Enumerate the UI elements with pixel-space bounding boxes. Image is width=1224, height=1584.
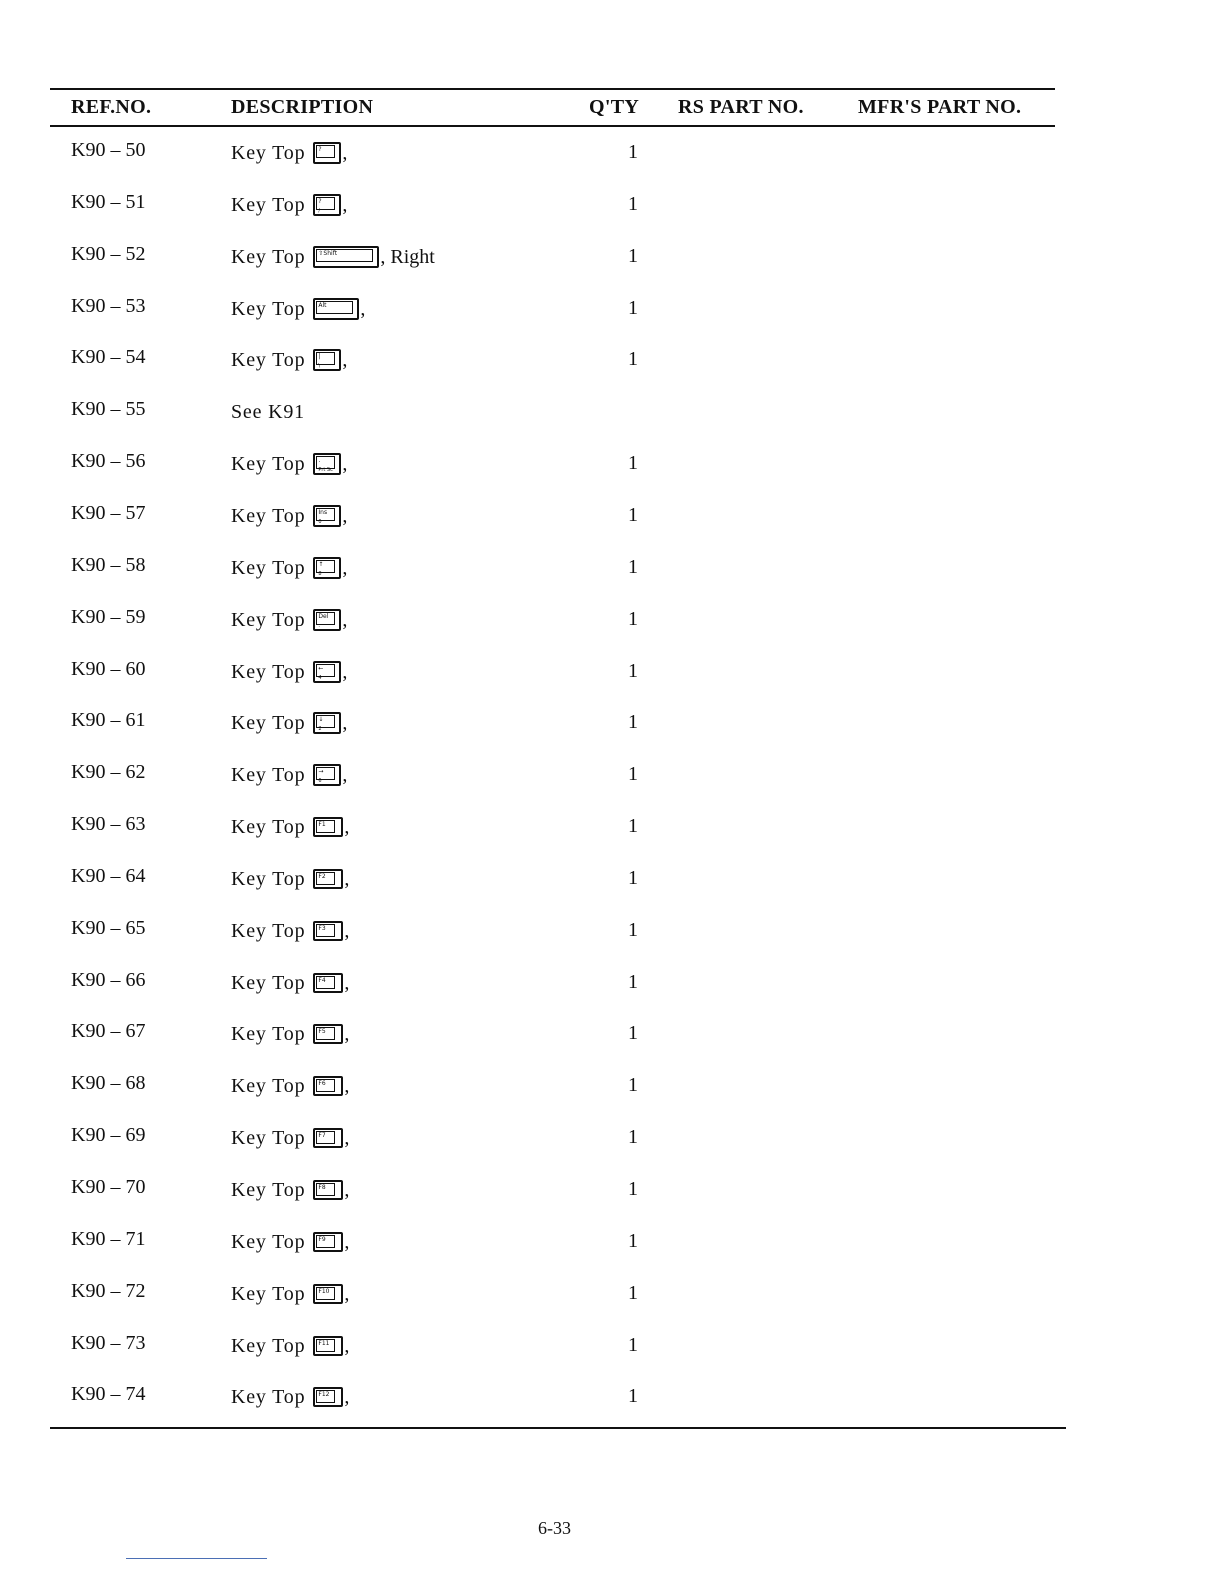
description-text: Key Top <box>231 452 306 475</box>
ref-no-cell: K90 – 67 <box>71 1020 146 1042</box>
description-text: Key Top <box>231 919 306 942</box>
qty-cell: 1 <box>628 608 638 630</box>
description-text: Key Top <box>231 815 306 838</box>
description-text: Key Top <box>231 193 306 216</box>
keycap-legend: ↑ <box>318 561 324 568</box>
table-row <box>0 554 1224 586</box>
description-suffix: , <box>342 452 348 475</box>
keycap-icon <box>313 1024 343 1044</box>
description-suffix: , <box>344 971 350 994</box>
keycap-legend: F11 <box>318 1340 330 1347</box>
table-row <box>0 813 1224 845</box>
ref-no-cell: K90 – 53 <box>71 295 146 317</box>
description-text: Key Top <box>231 1334 306 1357</box>
keycap-sublegend: 4 <box>318 675 322 681</box>
keycap-icon <box>313 246 379 268</box>
description-cell <box>231 1228 349 1256</box>
keycap-icon <box>313 142 341 164</box>
qty-cell: 1 <box>628 1385 638 1407</box>
description-text: Key Top <box>231 608 306 631</box>
description-cell <box>231 1020 349 1048</box>
description-cell <box>231 917 349 945</box>
page-number: 6-33 <box>538 1518 571 1538</box>
description-suffix: , <box>344 919 350 942</box>
description-suffix: , <box>344 1178 350 1201</box>
keycap-icon <box>313 453 341 475</box>
table-row <box>0 709 1224 741</box>
qty-cell: 1 <box>628 141 638 163</box>
table-row <box>0 865 1224 897</box>
table-row <box>0 658 1224 690</box>
keycap-icon <box>313 1180 343 1200</box>
table-row <box>0 1072 1224 1104</box>
description-cell <box>231 139 347 167</box>
description-cell <box>231 1072 349 1100</box>
table-row <box>0 139 1224 171</box>
qty-cell: 1 <box>628 556 638 578</box>
qty-cell: 1 <box>628 660 638 682</box>
ref-no-cell: K90 – 69 <box>71 1124 146 1146</box>
description-suffix: , <box>344 1022 350 1045</box>
keycap-legend: ← <box>318 665 324 672</box>
description-suffix: , <box>344 1074 350 1097</box>
ref-no-cell: K90 – 56 <box>71 450 146 472</box>
ref-no-cell: K90 – 58 <box>71 554 146 576</box>
ref-no-cell: K90 – 71 <box>71 1228 146 1250</box>
description-suffix: , <box>342 504 348 527</box>
qty-cell: 1 <box>628 1074 638 1096</box>
keycap-legend: F8 <box>318 1184 326 1191</box>
ref-no-cell: K90 – 68 <box>71 1072 146 1094</box>
keycap-icon <box>313 1128 343 1148</box>
keycap-icon <box>313 1387 343 1407</box>
description-text: Key Top <box>231 1022 306 1045</box>
qty-cell: 1 <box>628 1022 638 1044</box>
qty-cell: 1 <box>628 1126 638 1148</box>
table-row <box>0 450 1224 482</box>
description-suffix: , <box>342 141 348 164</box>
table-row <box>0 969 1224 1001</box>
table-row <box>0 917 1224 949</box>
description-cell <box>231 191 347 219</box>
description-text: Key Top <box>231 1230 306 1253</box>
keycap-icon <box>313 661 341 683</box>
keycap-icon <box>313 194 341 216</box>
table-row <box>0 1332 1224 1364</box>
description-cell <box>231 1124 349 1152</box>
description-cell <box>231 1332 349 1360</box>
ref-no-cell: K90 – 66 <box>71 969 146 991</box>
table-row <box>0 1176 1224 1208</box>
table-row <box>0 1383 1224 1415</box>
description-cell <box>231 865 349 893</box>
description-text: Key Top <box>231 1385 306 1408</box>
qty-cell: 1 <box>628 919 638 941</box>
description-text: Key Top <box>231 297 306 320</box>
ref-no-cell: K90 – 73 <box>71 1332 146 1354</box>
keycap-legend: F1 <box>318 821 326 828</box>
qty-cell: 1 <box>628 245 638 267</box>
description-cell <box>231 554 347 582</box>
keycap-legend: F10 <box>318 1288 330 1295</box>
keycap-icon <box>313 1232 343 1252</box>
description-suffix: , Right <box>380 245 435 268</box>
description-cell <box>231 1176 349 1204</box>
keycap-icon <box>313 712 341 734</box>
qty-cell: 1 <box>628 1282 638 1304</box>
qty-cell: 1 <box>628 1334 638 1356</box>
keycap-icon <box>313 349 341 371</box>
keycap-icon <box>313 505 341 527</box>
description-suffix: , <box>344 1282 350 1305</box>
description-cell <box>231 1280 349 1308</box>
table-row <box>0 1020 1224 1052</box>
keycap-sublegend: / <box>318 208 321 214</box>
qty-cell: 1 <box>628 348 638 370</box>
ref-no-cell: K90 – 64 <box>71 865 146 887</box>
qty-cell: 1 <box>628 504 638 526</box>
table-row <box>0 1280 1224 1312</box>
keycap-legend: Ins <box>318 509 328 516</box>
keycap-icon <box>313 869 343 889</box>
keycap-legend: F7 <box>318 1132 326 1139</box>
keycap-sublegend: 0 <box>318 519 322 525</box>
keycap-icon <box>313 1076 343 1096</box>
table-row <box>0 398 1224 430</box>
table-row <box>0 191 1224 223</box>
qty-cell: 1 <box>628 1230 638 1252</box>
qty-cell: 1 <box>628 452 638 474</box>
description-cell <box>231 346 347 374</box>
ref-no-cell: K90 – 52 <box>71 243 146 265</box>
description-suffix: , <box>360 297 366 320</box>
keycap-sublegend: 6 <box>318 778 322 784</box>
keycap-sublegend: . <box>318 623 320 629</box>
keycap-icon <box>313 609 341 631</box>
keycap-icon <box>313 764 341 786</box>
ref-no-cell: K90 – 62 <box>71 761 146 783</box>
keycap-legend: F6 <box>318 1080 326 1087</box>
keycap-legend: F2 <box>318 873 326 880</box>
keycap-legend: Alt <box>318 302 327 309</box>
table-row <box>0 606 1224 638</box>
description-suffix: , <box>342 608 348 631</box>
ref-no-cell: K90 – 70 <box>71 1176 146 1198</box>
keycap-icon <box>313 557 341 579</box>
ref-no-cell: K90 – 55 <box>71 398 146 420</box>
bottom-rule <box>50 1427 1066 1429</box>
keycap-legend: F5 <box>318 1028 326 1035</box>
keycap-legend: F12 <box>318 1391 330 1398</box>
keycap-legend: | <box>318 353 321 360</box>
ref-no-cell: K90 – 54 <box>71 346 146 368</box>
description-text: See K91 <box>231 400 305 423</box>
qty-cell: 1 <box>628 971 638 993</box>
keycap-legend: F3 <box>318 925 326 932</box>
description-text: Key Top <box>231 711 306 734</box>
description-cell <box>231 295 365 323</box>
qty-cell: 1 <box>628 763 638 785</box>
keycap-icon <box>313 817 343 837</box>
ref-no-cell: K90 – 72 <box>71 1280 146 1302</box>
ref-no-cell: K90 – 57 <box>71 502 146 524</box>
header-rs-part-no: RS PART NO. <box>678 96 804 118</box>
description-suffix: , <box>342 711 348 734</box>
description-cell <box>231 761 347 789</box>
description-text: Key Top <box>231 971 306 994</box>
table-row <box>0 502 1224 534</box>
qty-cell: 1 <box>628 815 638 837</box>
description-cell <box>231 813 349 841</box>
description-text: Key Top <box>231 504 306 527</box>
keycap-icon <box>313 1336 343 1356</box>
header-description: DESCRIPTION <box>231 96 374 118</box>
description-text: Key Top <box>231 1282 306 1305</box>
description-text: Key Top <box>231 867 306 890</box>
keycap-legend: ↓ <box>318 716 324 723</box>
footer-link-rule <box>126 1558 267 1559</box>
ref-no-cell: K90 – 65 <box>71 917 146 939</box>
description-suffix: , <box>342 763 348 786</box>
description-suffix: , <box>342 193 348 216</box>
qty-cell: 1 <box>628 711 638 733</box>
description-text: Key Top <box>231 348 306 371</box>
description-cell <box>231 969 349 997</box>
keycap-legend: ? <box>318 198 322 205</box>
keycap-legend: ⇧Shift <box>318 250 338 257</box>
description-suffix: , <box>342 348 348 371</box>
description-suffix: , <box>344 1334 350 1357</box>
table-row <box>0 295 1224 327</box>
ref-no-cell: K90 – 51 <box>71 191 146 213</box>
description-suffix: , <box>344 1230 350 1253</box>
qty-cell: 1 <box>628 867 638 889</box>
description-cell <box>231 658 347 686</box>
description-suffix: , <box>344 1126 350 1149</box>
ref-no-cell: K90 – 50 <box>71 139 146 161</box>
ref-no-cell: K90 – 61 <box>71 709 146 731</box>
keycap-sublegend: 2 <box>318 726 322 732</box>
description-cell <box>231 606 347 634</box>
keycap-legend: ? <box>318 146 322 153</box>
description-cell <box>231 243 435 271</box>
ref-no-cell: K90 – 74 <box>71 1383 146 1405</box>
keycap-icon <box>313 1284 343 1304</box>
description-text: Key Top <box>231 1126 306 1149</box>
description-suffix: , <box>342 660 348 683</box>
qty-cell: 1 <box>628 193 638 215</box>
description-cell <box>231 709 347 737</box>
header-ref-no: REF.NO. <box>71 96 152 118</box>
table-row <box>0 243 1224 275</box>
ref-no-cell: K90 – 63 <box>71 813 146 835</box>
description-suffix: , <box>344 815 350 838</box>
keycap-legend: F9 <box>318 1236 326 1243</box>
keycap-legend: . <box>318 457 321 464</box>
keycap-sublegend: \ <box>318 363 321 369</box>
qty-cell: 1 <box>628 1178 638 1200</box>
description-text: Key Top <box>231 245 306 268</box>
ref-no-cell: K90 – 60 <box>71 658 146 680</box>
keycap-legend: F4 <box>318 977 326 984</box>
description-cell <box>231 398 305 426</box>
ref-no-cell: K90 – 59 <box>71 606 146 628</box>
description-text: Key Top <box>231 1178 306 1201</box>
description-text: Key Top <box>231 1074 306 1097</box>
description-text: Key Top <box>231 556 306 579</box>
keycap-sublegend: Prt Sc <box>318 467 333 473</box>
keycap-icon <box>313 921 343 941</box>
description-text: Key Top <box>231 763 306 786</box>
qty-cell: 1 <box>628 297 638 319</box>
description-cell <box>231 450 347 478</box>
description-suffix: , <box>344 867 350 890</box>
keycap-sublegend: 8 <box>318 571 322 577</box>
description-cell <box>231 1383 349 1411</box>
description-cell <box>231 502 347 530</box>
table-row <box>0 346 1224 378</box>
table-row <box>0 1228 1224 1260</box>
keycap-legend: Del <box>318 613 329 620</box>
keycap-icon <box>313 298 359 320</box>
description-suffix: , <box>344 1385 350 1408</box>
header-mfr-part-no: MFR'S PART NO. <box>858 96 1022 118</box>
description-suffix: , <box>342 556 348 579</box>
keycap-icon <box>313 973 343 993</box>
description-text: Key Top <box>231 141 306 164</box>
keycap-legend: → <box>318 768 324 775</box>
table-row <box>0 761 1224 793</box>
table-row <box>0 1124 1224 1156</box>
description-text: Key Top <box>231 660 306 683</box>
header-qty: Q'TY <box>589 96 640 118</box>
